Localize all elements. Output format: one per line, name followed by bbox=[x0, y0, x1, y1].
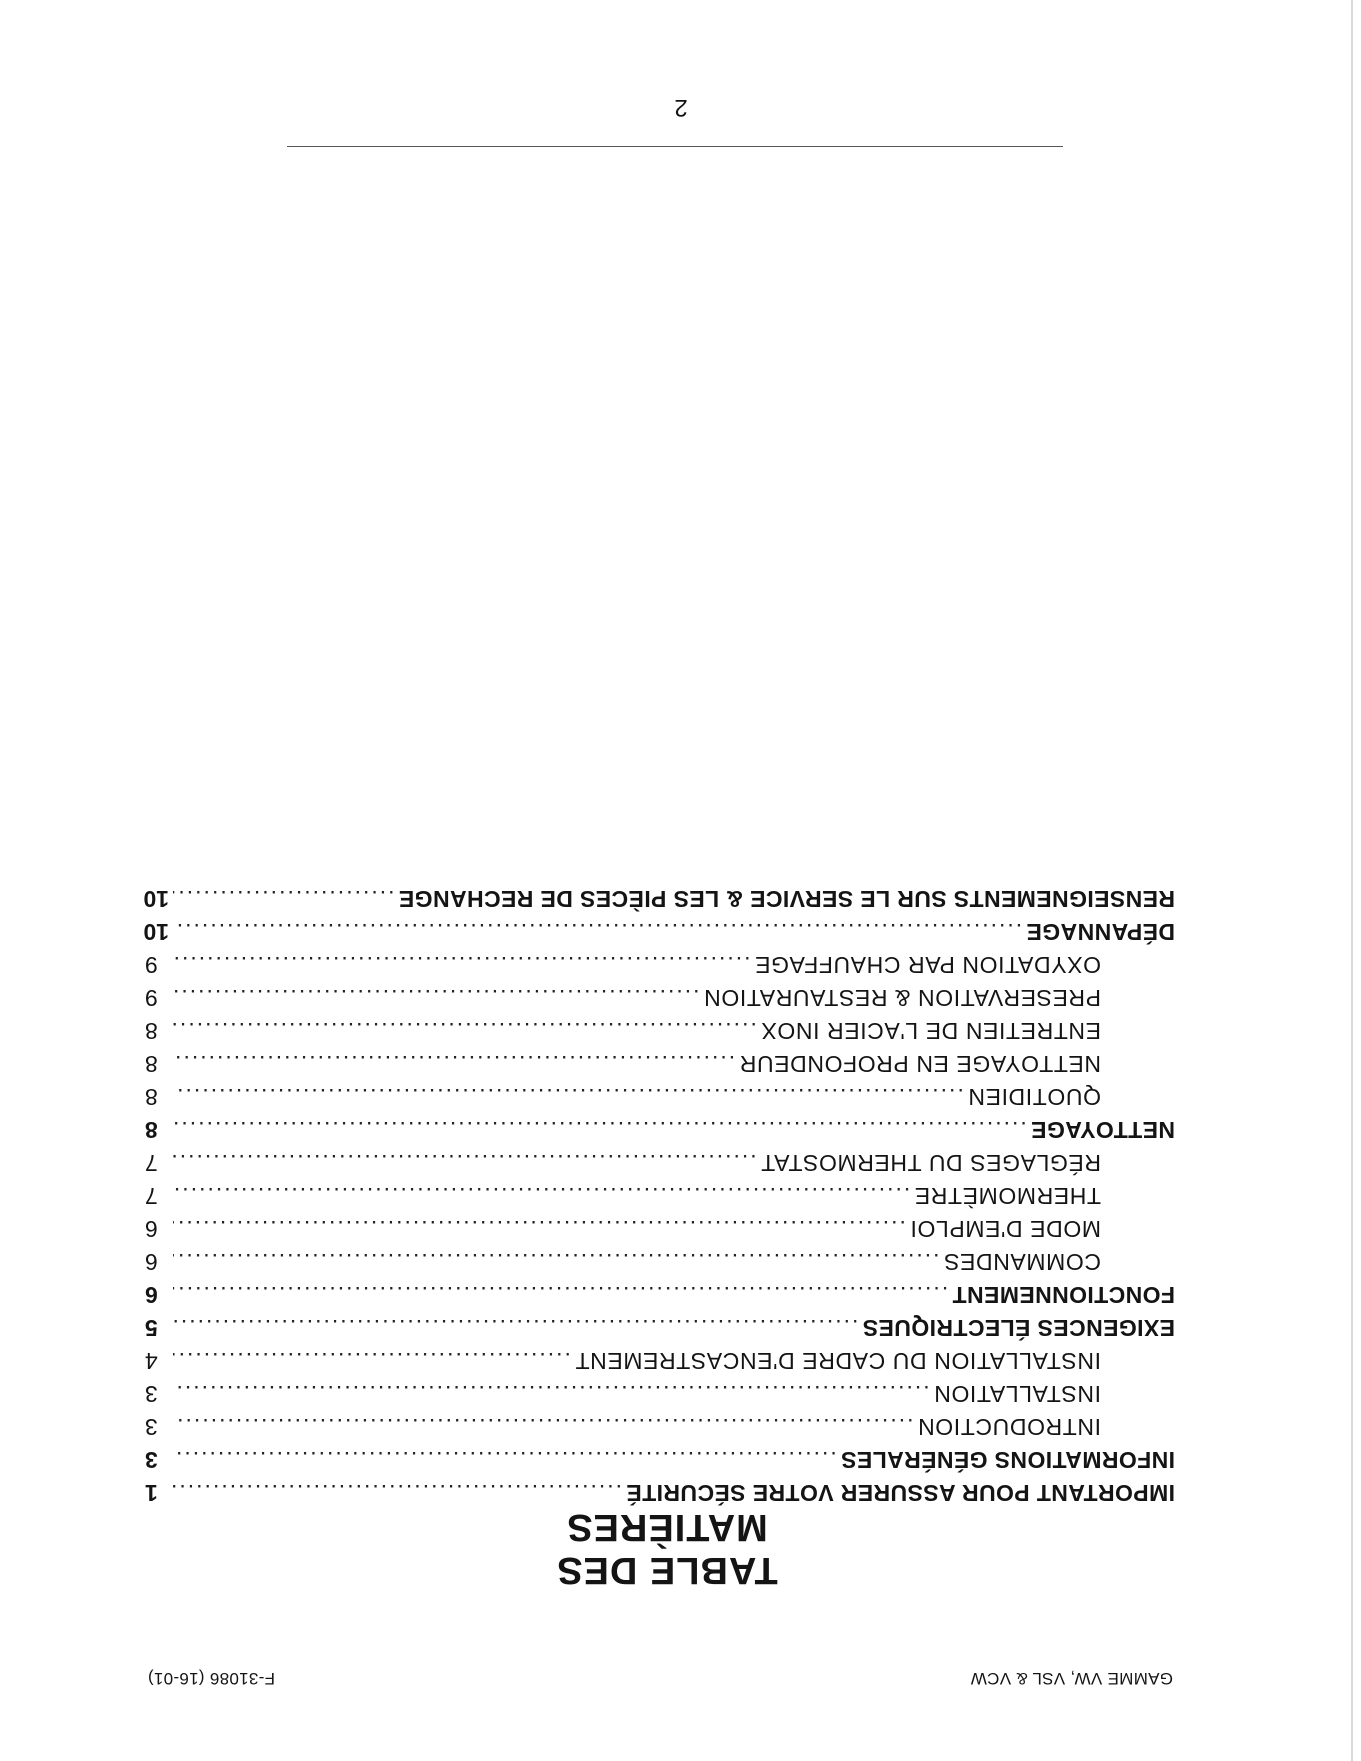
toc-leader-dots bbox=[173, 915, 1022, 948]
toc-entry bbox=[145, 1278, 1175, 1311]
toc-entry-page: 7 bbox=[145, 1150, 158, 1176]
toc-entry-page: 6 bbox=[145, 1216, 158, 1242]
toc-entry bbox=[145, 1212, 1175, 1245]
toc-entry-label: OXYDATION PAR CHAUFFAGE bbox=[754, 952, 1101, 978]
toc-entry-page: 8 bbox=[145, 1051, 158, 1077]
toc-leader-dots bbox=[173, 981, 700, 1014]
toc-entry-label: MODE D'EMPLOI bbox=[909, 1216, 1101, 1242]
toc-entry bbox=[145, 1179, 1175, 1212]
toc-leader-dots bbox=[173, 1245, 940, 1278]
toc-entry-page: 1 bbox=[145, 1480, 158, 1506]
toc-entry bbox=[145, 1146, 1175, 1179]
toc-leader-dots bbox=[173, 1377, 930, 1410]
toc-leader-dots bbox=[173, 1476, 622, 1509]
toc-leader-dots bbox=[173, 1443, 837, 1476]
toc-entry-page: 3 bbox=[145, 1381, 158, 1407]
toc-leader-dots bbox=[173, 1047, 735, 1080]
toc-entry-page: 6 bbox=[145, 1249, 158, 1275]
toc-entry-page: 9 bbox=[145, 985, 158, 1011]
toc-entry-label: RÉGLAGES DU THERMOSTAT bbox=[760, 1150, 1101, 1176]
toc-entry-page: 5 bbox=[145, 1315, 158, 1341]
toc-entry bbox=[145, 1113, 1175, 1146]
toc-entry-label: EXIGENCES ÉLECTRIQUES bbox=[862, 1315, 1175, 1341]
toc-leader-dots bbox=[173, 1014, 757, 1047]
toc-entry-label: FONCTIONNEMENT bbox=[952, 1282, 1175, 1308]
footer-rule bbox=[287, 146, 1063, 147]
toc-entry-label: DÉPANNAGE bbox=[1026, 919, 1175, 945]
toc-entry-page: 10 bbox=[143, 919, 169, 945]
toc-entry bbox=[145, 1476, 1175, 1509]
toc-entry bbox=[145, 948, 1175, 981]
toc-leader-dots bbox=[173, 1113, 1027, 1146]
toc-entry bbox=[145, 1014, 1175, 1047]
toc-entry bbox=[145, 882, 1175, 915]
toc-entry-label: COMMANDES bbox=[943, 1249, 1101, 1275]
toc-entry-label: ENTRETIEN DE L'ACIER INOX bbox=[760, 1018, 1101, 1044]
toc-entry-label: RENSEIGNEMENTS SUR LE SERVICE & LES PIÈCES DE RECHANGE bbox=[398, 886, 1175, 912]
toc-entry-page: 9 bbox=[145, 952, 158, 978]
toc-leader-dots bbox=[173, 882, 395, 915]
toc-entry bbox=[145, 981, 1175, 1014]
toc-entry bbox=[145, 1311, 1175, 1344]
toc-entry bbox=[145, 1344, 1175, 1377]
toc-leader-dots bbox=[173, 1311, 858, 1344]
toc-entry-page: 8 bbox=[145, 1117, 158, 1143]
toc-entry-label: NETTOYAGE EN PROFONDEUR bbox=[739, 1051, 1101, 1077]
toc-entry-page: 3 bbox=[145, 1414, 158, 1440]
toc-leader-dots bbox=[173, 1146, 757, 1179]
toc-entry-page: 8 bbox=[145, 1084, 158, 1110]
toc-entry bbox=[145, 1080, 1175, 1113]
toc-leader-dots bbox=[173, 1344, 571, 1377]
toc-entry-page: 8 bbox=[145, 1018, 158, 1044]
toc-leader-dots bbox=[173, 1179, 910, 1212]
toc-entry-label: INTRODUCTION bbox=[917, 1414, 1101, 1440]
series-name: GAMME VW, VSL & VCW bbox=[970, 1669, 1173, 1688]
page-title: TABLE DES MATIÈRES bbox=[556, 1506, 778, 1591]
toc-leader-dots bbox=[173, 1212, 906, 1245]
toc-entry-label: NETTOYAGE bbox=[1030, 1117, 1175, 1143]
page-edge-line bbox=[1351, 0, 1353, 1761]
toc-leader-dots bbox=[173, 1080, 964, 1113]
toc-leader-dots bbox=[173, 1410, 913, 1443]
toc-entry-label: QUOTIDIEN bbox=[967, 1084, 1101, 1110]
toc-entry bbox=[145, 915, 1175, 948]
toc-entry-label: INSTALLATION bbox=[933, 1381, 1101, 1407]
toc-entry bbox=[145, 1377, 1175, 1410]
toc-entry-label: PRESERVATION & RESTAURATION bbox=[703, 985, 1101, 1011]
toc-entry bbox=[145, 1047, 1175, 1080]
toc-entry-page: 7 bbox=[145, 1183, 158, 1209]
toc-entry-label: INSTALLATION DU CADRE D'ENCASTREMENT bbox=[574, 1348, 1101, 1374]
toc-entry-page: 10 bbox=[143, 886, 169, 912]
toc-entry-label: INFORMATIONS GÉNÉRALES bbox=[840, 1447, 1175, 1473]
toc-entry-page: 4 bbox=[145, 1348, 158, 1374]
toc-entry-label: IMPORTANT POUR ASSURER VOTRE SÉCURITÉ bbox=[626, 1480, 1175, 1506]
toc-entry bbox=[145, 1410, 1175, 1443]
page-number: 2 bbox=[674, 94, 688, 121]
toc-entry-page: 3 bbox=[145, 1447, 158, 1473]
toc-entry-page: 6 bbox=[145, 1282, 158, 1308]
toc-leader-dots bbox=[173, 1278, 948, 1311]
toc-entry-label: THERMOMÈTRE bbox=[914, 1183, 1101, 1209]
toc-entry bbox=[145, 1443, 1175, 1476]
toc-leader-dots bbox=[173, 948, 751, 981]
table-of-contents bbox=[145, 882, 1175, 1509]
toc-entry bbox=[145, 1245, 1175, 1278]
document-code: F-31086 (16-01) bbox=[147, 1669, 275, 1688]
